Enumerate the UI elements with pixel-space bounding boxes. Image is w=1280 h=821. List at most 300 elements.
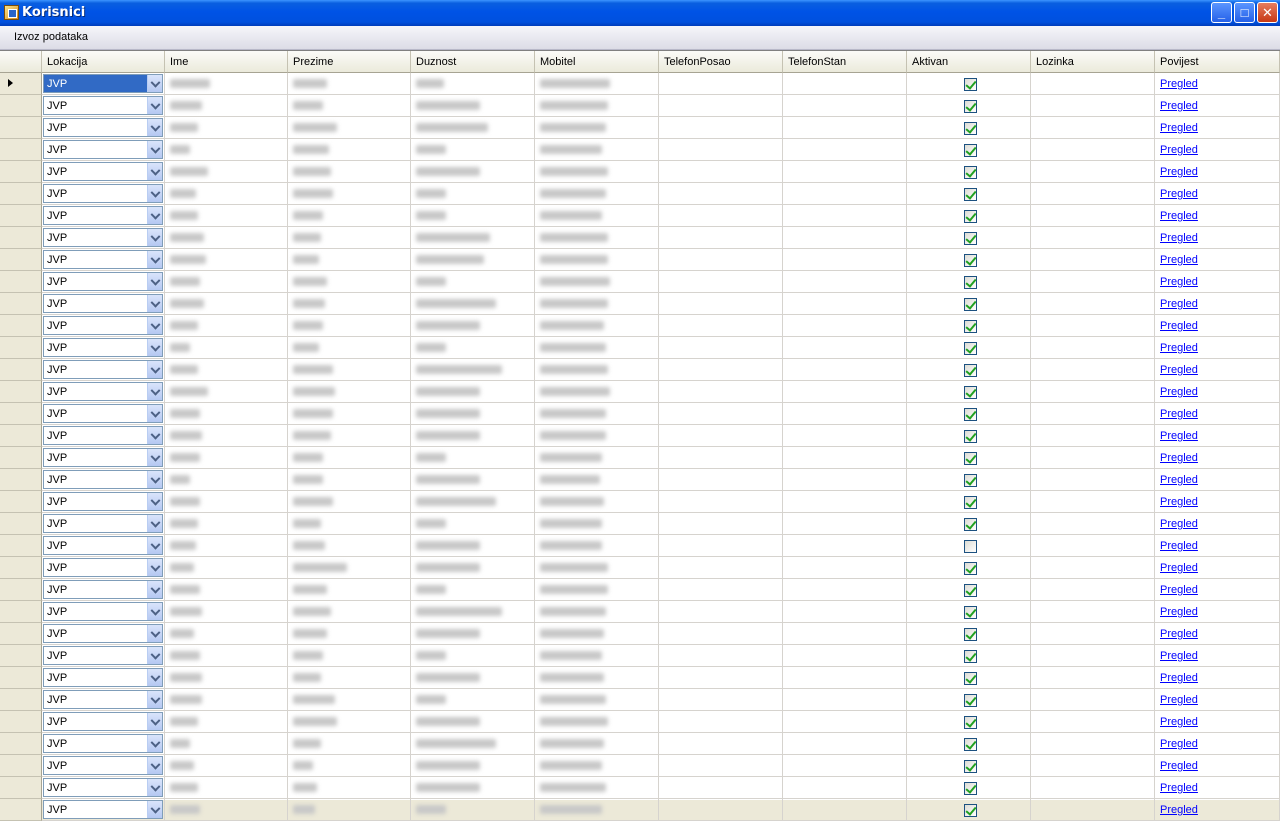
cell-prezime[interactable] [288, 711, 411, 733]
row-header[interactable] [0, 535, 42, 557]
dropdown-arrow-icon[interactable] [147, 559, 162, 576]
cell-duznost[interactable] [411, 249, 535, 271]
cell-povijest[interactable] [1155, 337, 1280, 359]
pregled-link[interactable]: Pregled [1160, 254, 1198, 266]
lokacija-combobox-field[interactable] [43, 426, 163, 445]
table-row[interactable] [0, 425, 1280, 447]
cell-duznost[interactable] [411, 645, 535, 667]
cell-duznost[interactable] [411, 733, 535, 755]
table-row[interactable] [0, 491, 1280, 513]
cell-duznost[interactable] [411, 337, 535, 359]
lokacija-combobox[interactable] [42, 711, 165, 733]
cell-lozinka[interactable] [1031, 601, 1155, 623]
cell-duznost[interactable] [411, 491, 535, 513]
cell-telefonstan[interactable] [783, 183, 907, 205]
cell-telefonstan[interactable] [783, 689, 907, 711]
cell-prezime[interactable] [288, 733, 411, 755]
lokacija-combobox[interactable] [42, 557, 165, 579]
cell-duznost[interactable] [411, 623, 535, 645]
dropdown-arrow-icon[interactable] [147, 251, 162, 268]
row-header[interactable] [0, 271, 42, 293]
dropdown-arrow-icon[interactable] [147, 207, 162, 224]
pregled-link[interactable]: Pregled [1160, 562, 1198, 574]
lokacija-combobox-field[interactable] [43, 448, 163, 467]
row-header[interactable] [0, 799, 42, 821]
row-header[interactable] [0, 205, 42, 227]
menu-item-izvoz-podataka[interactable]: Izvoz podataka [14, 31, 88, 43]
cell-mobitel[interactable] [535, 623, 659, 645]
lokacija-combobox[interactable] [42, 469, 165, 491]
cell-lozinka[interactable] [1031, 667, 1155, 689]
pregled-link[interactable]: Pregled [1160, 78, 1198, 90]
aktivan-checkbox[interactable] [964, 78, 977, 91]
dropdown-arrow-icon[interactable] [147, 163, 162, 180]
cell-telefonstan[interactable] [783, 95, 907, 117]
dropdown-arrow-icon[interactable] [147, 691, 162, 708]
pregled-link[interactable]: Pregled [1160, 320, 1198, 332]
cell-telefonstan[interactable] [783, 359, 907, 381]
row-header[interactable] [0, 645, 42, 667]
cell-prezime[interactable] [288, 535, 411, 557]
cell-aktivan[interactable] [907, 117, 1031, 139]
cell-povijest[interactable] [1155, 381, 1280, 403]
aktivan-checkbox[interactable] [964, 188, 977, 201]
table-row[interactable] [0, 733, 1280, 755]
dropdown-arrow-icon[interactable] [147, 625, 162, 642]
lokacija-combobox-field[interactable] [43, 250, 163, 269]
table-row[interactable] [0, 271, 1280, 293]
table-row[interactable] [0, 161, 1280, 183]
cell-prezime[interactable] [288, 249, 411, 271]
cell-telefonposao[interactable] [659, 513, 783, 535]
pregled-link[interactable]: Pregled [1160, 518, 1198, 530]
cell-telefonposao[interactable] [659, 161, 783, 183]
cell-duznost[interactable] [411, 535, 535, 557]
cell-aktivan[interactable] [907, 469, 1031, 491]
dropdown-arrow-icon[interactable] [147, 713, 162, 730]
lokacija-combobox[interactable] [42, 491, 165, 513]
cell-ime[interactable] [165, 447, 288, 469]
close-button[interactable] [1257, 2, 1278, 23]
cell-telefonstan[interactable] [783, 337, 907, 359]
cell-ime[interactable] [165, 623, 288, 645]
cell-lozinka[interactable] [1031, 799, 1155, 821]
pregled-link[interactable]: Pregled [1160, 628, 1198, 640]
cell-ime[interactable] [165, 161, 288, 183]
cell-povijest[interactable] [1155, 95, 1280, 117]
table-row[interactable] [0, 469, 1280, 491]
cell-mobitel[interactable] [535, 117, 659, 139]
column-header-povijest[interactable]: Povijest [1155, 51, 1280, 73]
table-row[interactable] [0, 645, 1280, 667]
cell-aktivan[interactable] [907, 623, 1031, 645]
dropdown-arrow-icon[interactable] [147, 427, 162, 444]
row-header[interactable] [0, 293, 42, 315]
lokacija-combobox-field[interactable] [43, 360, 163, 379]
dropdown-arrow-icon[interactable] [147, 735, 162, 752]
cell-lozinka[interactable] [1031, 733, 1155, 755]
cell-prezime[interactable] [288, 799, 411, 821]
dropdown-arrow-icon[interactable] [147, 273, 162, 290]
cell-ime[interactable] [165, 799, 288, 821]
cell-aktivan[interactable] [907, 491, 1031, 513]
cell-ime[interactable] [165, 249, 288, 271]
cell-ime[interactable] [165, 271, 288, 293]
pregled-link[interactable]: Pregled [1160, 782, 1198, 794]
lokacija-combobox[interactable] [42, 667, 165, 689]
cell-mobitel[interactable] [535, 161, 659, 183]
cell-lozinka[interactable] [1031, 711, 1155, 733]
cell-lozinka[interactable] [1031, 557, 1155, 579]
dropdown-arrow-icon[interactable] [147, 449, 162, 466]
cell-lozinka[interactable] [1031, 227, 1155, 249]
cell-telefonstan[interactable] [783, 227, 907, 249]
cell-mobitel[interactable] [535, 249, 659, 271]
lokacija-combobox-field[interactable] [43, 382, 163, 401]
cell-mobitel[interactable] [535, 491, 659, 513]
aktivan-checkbox[interactable] [964, 496, 977, 509]
column-header-mobitel[interactable]: Mobitel [535, 51, 659, 73]
lokacija-combobox-field[interactable] [43, 294, 163, 313]
cell-telefonstan[interactable] [783, 271, 907, 293]
aktivan-checkbox[interactable] [964, 100, 977, 113]
cell-povijest[interactable] [1155, 447, 1280, 469]
lokacija-combobox-field[interactable] [43, 272, 163, 291]
cell-telefonposao[interactable] [659, 579, 783, 601]
users-grid[interactable] [0, 50, 1280, 816]
lokacija-combobox-field[interactable] [43, 558, 163, 577]
cell-lozinka[interactable] [1031, 469, 1155, 491]
cell-telefonposao[interactable] [659, 381, 783, 403]
pregled-link[interactable]: Pregled [1160, 122, 1198, 134]
cell-mobitel[interactable] [535, 139, 659, 161]
cell-ime[interactable] [165, 95, 288, 117]
cell-lozinka[interactable] [1031, 315, 1155, 337]
cell-povijest[interactable] [1155, 359, 1280, 381]
cell-telefonposao[interactable] [659, 117, 783, 139]
lokacija-combobox-field[interactable] [43, 140, 163, 159]
row-header[interactable] [0, 381, 42, 403]
pregled-link[interactable]: Pregled [1160, 584, 1198, 596]
title-bar[interactable] [0, 0, 1280, 26]
lokacija-combobox-field[interactable] [43, 712, 163, 731]
cell-telefonstan[interactable] [783, 469, 907, 491]
lokacija-combobox-field[interactable] [43, 184, 163, 203]
row-header[interactable] [0, 359, 42, 381]
aktivan-checkbox[interactable] [964, 474, 977, 487]
cell-prezime[interactable] [288, 491, 411, 513]
cell-lozinka[interactable] [1031, 293, 1155, 315]
cell-telefonposao[interactable] [659, 293, 783, 315]
cell-duznost[interactable] [411, 425, 535, 447]
cell-mobitel[interactable] [535, 601, 659, 623]
cell-lozinka[interactable] [1031, 249, 1155, 271]
cell-telefonposao[interactable] [659, 711, 783, 733]
cell-prezime[interactable] [288, 667, 411, 689]
table-row[interactable] [0, 799, 1280, 821]
cell-lozinka[interactable] [1031, 73, 1155, 95]
row-header[interactable] [0, 315, 42, 337]
cell-prezime[interactable] [288, 161, 411, 183]
cell-lozinka[interactable] [1031, 161, 1155, 183]
cell-duznost[interactable] [411, 73, 535, 95]
row-header[interactable] [0, 447, 42, 469]
lokacija-combobox-field[interactable] [43, 580, 163, 599]
cell-duznost[interactable] [411, 469, 535, 491]
cell-povijest[interactable] [1155, 535, 1280, 557]
cell-mobitel[interactable] [535, 645, 659, 667]
cell-ime[interactable] [165, 337, 288, 359]
dropdown-arrow-icon[interactable] [147, 317, 162, 334]
dropdown-arrow-icon[interactable] [147, 779, 162, 796]
cell-povijest[interactable] [1155, 689, 1280, 711]
cell-aktivan[interactable] [907, 73, 1031, 95]
cell-mobitel[interactable] [535, 733, 659, 755]
table-row[interactable] [0, 315, 1280, 337]
aktivan-checkbox[interactable] [964, 584, 977, 597]
aktivan-checkbox[interactable] [964, 386, 977, 399]
dropdown-arrow-icon[interactable] [147, 581, 162, 598]
cell-telefonstan[interactable] [783, 601, 907, 623]
cell-lozinka[interactable] [1031, 271, 1155, 293]
cell-telefonstan[interactable] [783, 403, 907, 425]
cell-lozinka[interactable] [1031, 513, 1155, 535]
cell-povijest[interactable] [1155, 777, 1280, 799]
cell-telefonstan[interactable] [783, 535, 907, 557]
aktivan-checkbox[interactable] [964, 232, 977, 245]
cell-telefonstan[interactable] [783, 381, 907, 403]
cell-povijest[interactable] [1155, 73, 1280, 95]
pregled-link[interactable]: Pregled [1160, 408, 1198, 420]
lokacija-combobox-field[interactable] [43, 514, 163, 533]
dropdown-arrow-icon[interactable] [147, 405, 162, 422]
pregled-link[interactable]: Pregled [1160, 694, 1198, 706]
cell-prezime[interactable] [288, 381, 411, 403]
cell-duznost[interactable] [411, 711, 535, 733]
cell-aktivan[interactable] [907, 689, 1031, 711]
aktivan-checkbox[interactable] [964, 628, 977, 641]
table-row[interactable] [0, 513, 1280, 535]
cell-telefonstan[interactable] [783, 711, 907, 733]
cell-aktivan[interactable] [907, 667, 1031, 689]
cell-telefonposao[interactable] [659, 139, 783, 161]
dropdown-arrow-icon[interactable] [147, 471, 162, 488]
cell-ime[interactable] [165, 205, 288, 227]
cell-lozinka[interactable] [1031, 95, 1155, 117]
cell-ime[interactable] [165, 513, 288, 535]
cell-duznost[interactable] [411, 799, 535, 821]
cell-povijest[interactable] [1155, 183, 1280, 205]
pregled-link[interactable]: Pregled [1160, 298, 1198, 310]
dropdown-arrow-icon[interactable] [147, 493, 162, 510]
cell-aktivan[interactable] [907, 161, 1031, 183]
table-row[interactable] [0, 249, 1280, 271]
cell-duznost[interactable] [411, 183, 535, 205]
lokacija-combobox[interactable] [42, 183, 165, 205]
lokacija-combobox-field[interactable] [43, 404, 163, 423]
cell-povijest[interactable] [1155, 557, 1280, 579]
cell-povijest[interactable] [1155, 249, 1280, 271]
cell-telefonstan[interactable] [783, 205, 907, 227]
cell-telefonposao[interactable] [659, 557, 783, 579]
lokacija-combobox-field[interactable] [43, 206, 163, 225]
cell-mobitel[interactable] [535, 469, 659, 491]
cell-lozinka[interactable] [1031, 139, 1155, 161]
lokacija-combobox[interactable] [42, 777, 165, 799]
cell-telefonstan[interactable] [783, 139, 907, 161]
cell-mobitel[interactable] [535, 557, 659, 579]
cell-ime[interactable] [165, 315, 288, 337]
cell-mobitel[interactable] [535, 425, 659, 447]
cell-duznost[interactable] [411, 755, 535, 777]
cell-povijest[interactable] [1155, 403, 1280, 425]
column-header-ime[interactable]: Ime [165, 51, 288, 73]
cell-duznost[interactable] [411, 359, 535, 381]
aktivan-checkbox[interactable] [964, 650, 977, 663]
row-header[interactable] [0, 337, 42, 359]
cell-lozinka[interactable] [1031, 777, 1155, 799]
cell-aktivan[interactable] [907, 183, 1031, 205]
lokacija-combobox[interactable] [42, 381, 165, 403]
cell-povijest[interactable] [1155, 469, 1280, 491]
pregled-link[interactable]: Pregled [1160, 650, 1198, 662]
table-row[interactable] [0, 777, 1280, 799]
pregled-link[interactable]: Pregled [1160, 606, 1198, 618]
cell-povijest[interactable] [1155, 755, 1280, 777]
cell-ime[interactable] [165, 227, 288, 249]
cell-mobitel[interactable] [535, 667, 659, 689]
cell-prezime[interactable] [288, 205, 411, 227]
table-row[interactable] [0, 755, 1280, 777]
cell-telefonstan[interactable] [783, 161, 907, 183]
cell-ime[interactable] [165, 557, 288, 579]
lokacija-combobox[interactable] [42, 601, 165, 623]
column-header-aktivan[interactable]: Aktivan [907, 51, 1031, 73]
dropdown-arrow-icon[interactable] [147, 647, 162, 664]
cell-mobitel[interactable] [535, 579, 659, 601]
table-row[interactable] [0, 139, 1280, 161]
cell-telefonstan[interactable] [783, 557, 907, 579]
row-header[interactable] [0, 73, 42, 95]
row-header[interactable] [0, 667, 42, 689]
cell-telefonstan[interactable] [783, 447, 907, 469]
cell-telefonposao[interactable] [659, 645, 783, 667]
table-row[interactable] [0, 601, 1280, 623]
dropdown-arrow-icon[interactable] [147, 603, 162, 620]
cell-duznost[interactable] [411, 381, 535, 403]
row-header[interactable] [0, 579, 42, 601]
cell-prezime[interactable] [288, 623, 411, 645]
table-row[interactable] [0, 623, 1280, 645]
cell-telefonposao[interactable] [659, 425, 783, 447]
aktivan-checkbox[interactable] [964, 210, 977, 223]
cell-ime[interactable] [165, 139, 288, 161]
cell-mobitel[interactable] [535, 293, 659, 315]
pregled-link[interactable]: Pregled [1160, 100, 1198, 112]
cell-prezime[interactable] [288, 755, 411, 777]
cell-duznost[interactable] [411, 403, 535, 425]
lokacija-combobox[interactable] [42, 513, 165, 535]
cell-prezime[interactable] [288, 73, 411, 95]
cell-aktivan[interactable] [907, 403, 1031, 425]
cell-lozinka[interactable] [1031, 755, 1155, 777]
row-header-corner[interactable] [0, 51, 42, 73]
cell-telefonstan[interactable] [783, 293, 907, 315]
cell-ime[interactable] [165, 381, 288, 403]
row-header[interactable] [0, 117, 42, 139]
lokacija-combobox[interactable] [42, 403, 165, 425]
cell-mobitel[interactable] [535, 95, 659, 117]
cell-telefonposao[interactable] [659, 271, 783, 293]
cell-telefonposao[interactable] [659, 403, 783, 425]
lokacija-combobox-field[interactable] [43, 668, 163, 687]
aktivan-checkbox[interactable] [964, 452, 977, 465]
cell-mobitel[interactable] [535, 183, 659, 205]
cell-aktivan[interactable] [907, 425, 1031, 447]
aktivan-checkbox[interactable] [964, 122, 977, 135]
cell-telefonposao[interactable] [659, 95, 783, 117]
aktivan-checkbox[interactable] [964, 254, 977, 267]
pregled-link[interactable]: Pregled [1160, 342, 1198, 354]
cell-telefonstan[interactable] [783, 117, 907, 139]
cell-duznost[interactable] [411, 315, 535, 337]
cell-mobitel[interactable] [535, 381, 659, 403]
cell-lozinka[interactable] [1031, 337, 1155, 359]
cell-lozinka[interactable] [1031, 183, 1155, 205]
cell-telefonstan[interactable] [783, 799, 907, 821]
aktivan-checkbox[interactable] [964, 562, 977, 575]
dropdown-arrow-icon[interactable] [147, 515, 162, 532]
cell-duznost[interactable] [411, 227, 535, 249]
lokacija-combobox[interactable] [42, 73, 165, 95]
column-header-prezime[interactable]: Prezime [288, 51, 411, 73]
column-header-duznost[interactable]: Duznost [411, 51, 535, 73]
pregled-link[interactable]: Pregled [1160, 144, 1198, 156]
cell-telefonposao[interactable] [659, 183, 783, 205]
cell-aktivan[interactable] [907, 95, 1031, 117]
cell-aktivan[interactable] [907, 139, 1031, 161]
row-header[interactable] [0, 425, 42, 447]
cell-telefonstan[interactable] [783, 623, 907, 645]
cell-povijest[interactable] [1155, 293, 1280, 315]
cell-telefonposao[interactable] [659, 733, 783, 755]
cell-povijest[interactable] [1155, 733, 1280, 755]
cell-telefonposao[interactable] [659, 73, 783, 95]
cell-prezime[interactable] [288, 315, 411, 337]
cell-prezime[interactable] [288, 359, 411, 381]
row-header[interactable] [0, 755, 42, 777]
pregled-link[interactable]: Pregled [1160, 760, 1198, 772]
lokacija-combobox[interactable] [42, 227, 165, 249]
table-row[interactable] [0, 403, 1280, 425]
aktivan-checkbox[interactable] [964, 672, 977, 685]
lokacija-combobox-field[interactable] [43, 162, 163, 181]
pregled-link[interactable]: Pregled [1160, 496, 1198, 508]
cell-mobitel[interactable] [535, 73, 659, 95]
cell-ime[interactable] [165, 579, 288, 601]
cell-ime[interactable] [165, 183, 288, 205]
cell-ime[interactable] [165, 359, 288, 381]
column-header-telefonposao[interactable]: TelefonPosao [659, 51, 783, 73]
pregled-link[interactable]: Pregled [1160, 386, 1198, 398]
cell-aktivan[interactable] [907, 711, 1031, 733]
aktivan-checkbox[interactable] [964, 716, 977, 729]
cell-prezime[interactable] [288, 777, 411, 799]
cell-mobitel[interactable] [535, 799, 659, 821]
pregled-link[interactable]: Pregled [1160, 364, 1198, 376]
pregled-link[interactable]: Pregled [1160, 672, 1198, 684]
table-row[interactable] [0, 535, 1280, 557]
